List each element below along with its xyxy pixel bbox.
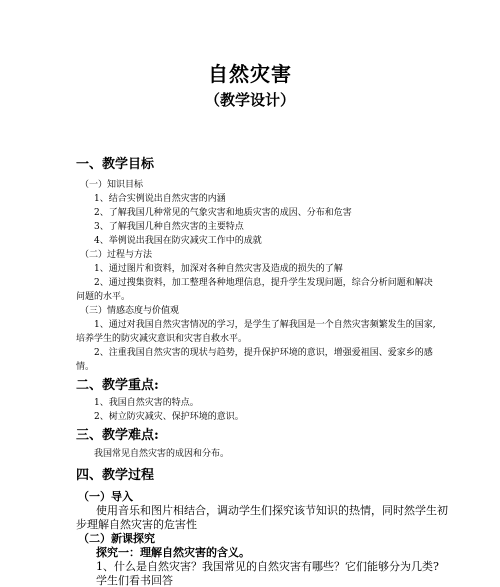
doc-title: 自然灾害	[208, 62, 292, 86]
subsection-new-lesson: （二）新课探究	[78, 532, 155, 545]
list-item: 1、通过对我国自然灾害情况的学习，是学生了解我国是一个自然灾害频繁发生的国家,	[94, 320, 436, 330]
list-item: 1、结合实例说出自然灾害的内涵	[94, 194, 226, 204]
explore-heading: 探究一：理解自然灾害的含义。	[96, 546, 250, 559]
subsection-attitude: （三）情感态度与价值观	[80, 306, 180, 316]
difficulty-text: 我国常见自然灾害的成因和分布。	[94, 449, 230, 459]
doc-subtitle: （教学设计）	[204, 91, 295, 109]
list-item: 2、注重我国自然灾害的现状与趋势，提升保护环境的意识，增强爱祖国、爱家乡的感	[94, 348, 433, 358]
section-heading-process: 四、教学过程	[76, 468, 155, 483]
list-item-continuation: 情。	[76, 362, 95, 372]
list-item: 2、了解我国几种常见的气象灾害和地质灾害的成因、分布和危害	[94, 208, 352, 218]
list-item-continuation: 问题的水平。	[76, 292, 131, 302]
section-heading-key-points: 二、教学重点:	[76, 378, 159, 393]
intro-line: 步理解自然灾害的危害性	[76, 518, 197, 531]
list-item: 2、树立防灾减灾、保护环境的意识。	[94, 412, 244, 422]
subsection-process: （二）过程与方法	[80, 250, 153, 260]
list-item: 1、通过图片和资料，加深对各种自然灾害及造成的损失的了解	[94, 264, 343, 274]
question-line: 1、什么是自然灾害？我国常见的自然灾害有哪些？它们能够分为几类?	[96, 560, 439, 573]
list-item: 2、通过搜集资料，加工整理各种地理信息，提升学生发现问题，综合分析问题和解决	[94, 278, 433, 288]
list-item: 1、我国自然灾害的特点。	[94, 398, 199, 408]
list-item: 3、了解我国几种自然灾害的主要特点	[94, 222, 244, 232]
subsection-intro: （一）导入	[78, 490, 133, 503]
section-heading-difficulties: 三、教学难点:	[76, 428, 159, 443]
section-heading-objectives: 一、教学目标	[76, 157, 155, 172]
cut-off-line: 学生们看书回答	[96, 574, 173, 587]
list-item-continuation: 培养学生的防灾减灾意识和灾害自救水平。	[76, 334, 248, 344]
subsection-knowledge: （一）知识目标	[80, 180, 144, 190]
intro-line: 使用音乐和图片相结合，调动学生们探究该节知识的热情，同时然学生初	[96, 504, 448, 517]
list-item: 4、举例说出我国在防灾减灾工作中的成就	[94, 236, 262, 246]
